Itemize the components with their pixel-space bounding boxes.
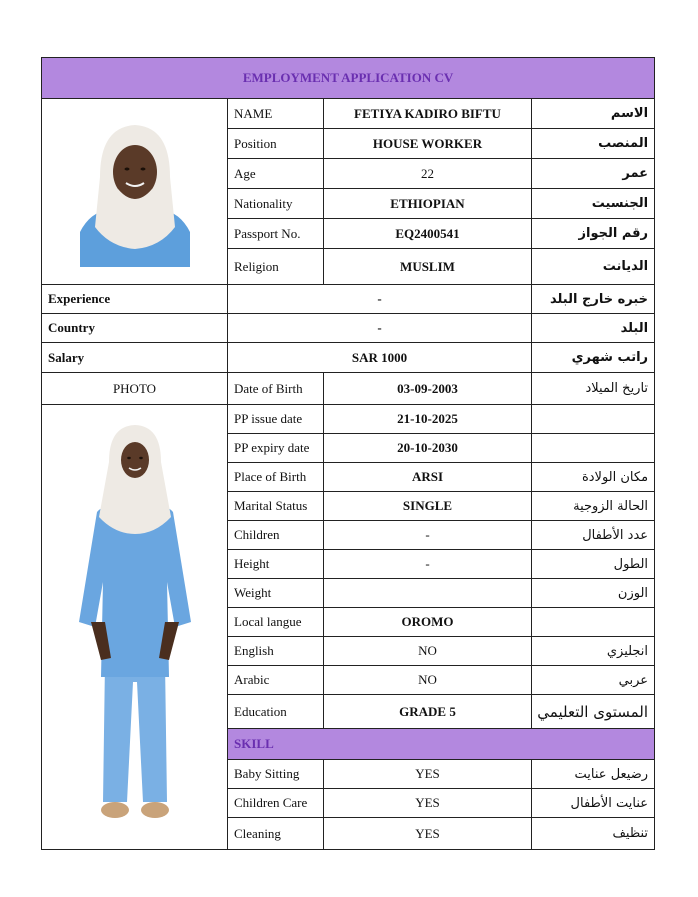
birthplace-value: ARSI: [324, 463, 532, 492]
dob-label-ar: تاريخ الميلاد: [532, 373, 655, 405]
salary-label: Salary: [42, 343, 228, 373]
experience-label: Experience: [42, 285, 228, 314]
nationality-value: ETHIOPIAN: [324, 189, 532, 219]
marital-label-ar: الحالة الزوجية: [532, 492, 655, 521]
nationality-label-ar: الجنسيت: [532, 189, 655, 219]
portrait-image: [80, 117, 190, 267]
position-label: Position: [228, 129, 324, 159]
children-value: -: [324, 521, 532, 550]
education-label: Education: [228, 695, 324, 729]
weight-label: Weight: [228, 579, 324, 608]
position-label-ar: المنصب: [532, 129, 655, 159]
children-care-label: Children Care: [228, 789, 324, 818]
religion-label: Religion: [228, 249, 324, 285]
passport-value: EQ2400541: [324, 219, 532, 249]
cleaning-value: YES: [324, 818, 532, 850]
application-form: [41, 57, 654, 852]
children-label-ar: عدد الأطفال: [532, 521, 655, 550]
country-value: -: [228, 314, 532, 343]
pp-expiry-label-ar: [532, 434, 655, 463]
full-body-image: [75, 422, 195, 832]
pp-issue-label-ar: [532, 405, 655, 434]
age-label: Age: [228, 159, 324, 189]
children-care-value: YES: [324, 789, 532, 818]
passport-label: Passport No.: [228, 219, 324, 249]
height-label: Height: [228, 550, 324, 579]
salary-value: SAR 1000: [228, 343, 532, 373]
birthplace-label: Place of Birth: [228, 463, 324, 492]
title-row: [42, 58, 655, 99]
english-label-ar: انجليزي: [532, 637, 655, 666]
religion-label-ar: الديانت: [532, 249, 655, 285]
arabic-label: Arabic: [228, 666, 324, 695]
salary-label-ar: راتب شهري: [532, 343, 655, 373]
age-label-ar: عمر: [532, 159, 655, 189]
height-label-ar: الطول: [532, 550, 655, 579]
portrait-photo: [42, 99, 228, 285]
nationality-label: Nationality: [228, 189, 324, 219]
table-row: [42, 405, 655, 434]
arabic-value: NO: [324, 666, 532, 695]
country-label: Country: [42, 314, 228, 343]
children-label: Children: [228, 521, 324, 550]
experience-label-ar: خبره خارج البلد: [532, 285, 655, 314]
marital-value: SINGLE: [324, 492, 532, 521]
birthplace-label-ar: مكان الولادة: [532, 463, 655, 492]
baby-sitting-label-ar: رضيعل عنايت: [532, 760, 655, 789]
height-value: -: [324, 550, 532, 579]
name-value: FETIYA KADIRO BIFTU: [324, 99, 532, 129]
cleaning-label-ar: تنظيف: [532, 818, 655, 850]
baby-sitting-label: Baby Sitting: [228, 760, 324, 789]
full-body-photo: [42, 405, 228, 850]
form-title: EMPLOYMENT APPLICATION CV: [42, 58, 655, 99]
local-language-value: OROMO: [324, 608, 532, 637]
skill-header: SKILL: [228, 729, 655, 760]
weight-label-ar: الوزن: [532, 579, 655, 608]
pp-expiry-label: PP expiry date: [228, 434, 324, 463]
religion-value: MUSLIM: [324, 249, 532, 285]
arabic-label-ar: عربي: [532, 666, 655, 695]
table-row: [42, 373, 655, 405]
age-value: 22: [324, 159, 532, 189]
children-care-label-ar: عنايت الأطفال: [532, 789, 655, 818]
pp-expiry-value: 20-10-2030: [324, 434, 532, 463]
education-value: GRADE 5: [324, 695, 532, 729]
position-value: HOUSE WORKER: [324, 129, 532, 159]
name-label: NAME: [228, 99, 324, 129]
table-row: [42, 314, 655, 343]
pp-issue-value: 21-10-2025: [324, 405, 532, 434]
dob-label: Date of Birth: [228, 373, 324, 405]
country-label-ar: البلد: [532, 314, 655, 343]
local-language-label: Local langue: [228, 608, 324, 637]
baby-sitting-value: YES: [324, 760, 532, 789]
cleaning-label: Cleaning: [228, 818, 324, 850]
table-row: [42, 99, 655, 129]
pp-issue-label: PP issue date: [228, 405, 324, 434]
dob-value: 03-09-2003: [324, 373, 532, 405]
cv-table: [41, 57, 655, 850]
passport-label-ar: رقم الجواز: [532, 219, 655, 249]
education-label-ar: المستوى التعليمي: [532, 695, 655, 729]
english-value: NO: [324, 637, 532, 666]
weight-value: [324, 579, 532, 608]
english-label: English: [228, 637, 324, 666]
photo-label: PHOTO: [42, 373, 228, 405]
table-row: [42, 343, 655, 373]
marital-label: Marital Status: [228, 492, 324, 521]
local-language-label-ar: [532, 608, 655, 637]
name-label-ar: الاسم: [532, 99, 655, 129]
table-row: [42, 285, 655, 314]
experience-value: -: [228, 285, 532, 314]
